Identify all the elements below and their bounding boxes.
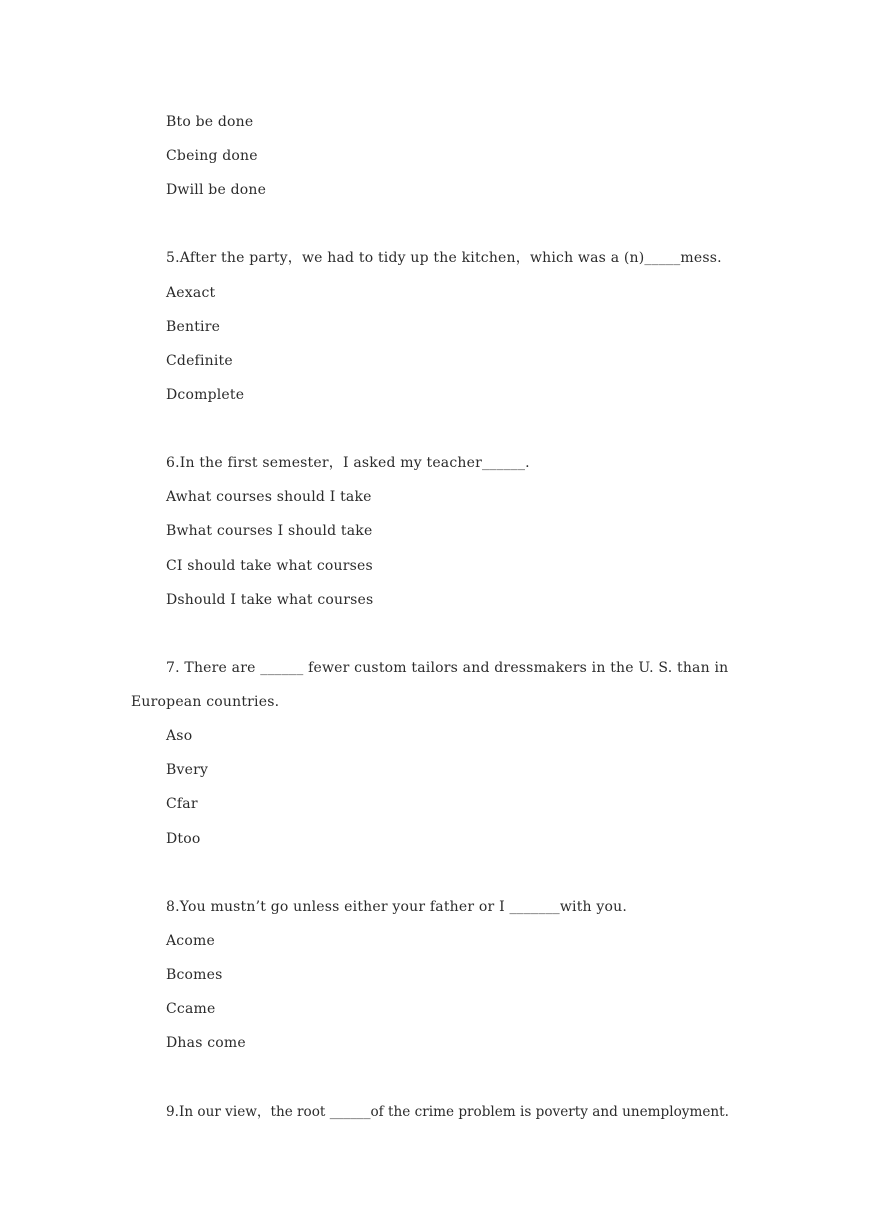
q7-stem-line1: 7. There are ______ fewer custom tailors and dressmakers in the U. S. than in (166, 660, 729, 676)
q8-option-d: Dhas come (166, 1035, 246, 1051)
q7-stem-line2: European countries. (131, 694, 280, 710)
q5-option-a: Aexact (166, 285, 216, 301)
q6-option-d: Dshould I take what courses (166, 592, 374, 608)
q4-option-b: Bto be done (166, 114, 254, 130)
q5-option-c: Cdefinite (166, 353, 233, 369)
q6-option-b: Bwhat courses I should take (166, 523, 373, 539)
q8-stem: 8.You mustn’t go unless either your father or I _______with you. (166, 899, 628, 915)
q7-option-d: Dtoo (166, 831, 201, 847)
q7-option-b: Bvery (166, 762, 209, 778)
q8-option-c: Ccame (166, 1001, 216, 1017)
q5-option-b: Bentire (166, 319, 221, 335)
q9-stem: 9.In our view，the root ______of the crime problem is poverty and unemployment. (166, 1104, 729, 1120)
q5-option-d: Dcomplete (166, 387, 245, 403)
q8-option-b: Bcomes (166, 967, 223, 983)
q8-option-a: Acome (166, 933, 215, 949)
q6-option-c: CI should take what courses (166, 558, 373, 574)
q4-option-d: Dwill be done (166, 182, 267, 198)
q7-option-a: Aso (166, 728, 193, 744)
q5-stem: 5.After the party，we had to tidy up the kitchen，which was a (n)_____mess. (166, 250, 722, 266)
q7-option-c: Cfar (166, 796, 198, 812)
q4-option-c: Cbeing done (166, 148, 258, 164)
q6-stem: 6.In the first semester，I asked my teacher______. (166, 455, 530, 471)
q6-option-a: Awhat courses should I take (166, 489, 372, 505)
